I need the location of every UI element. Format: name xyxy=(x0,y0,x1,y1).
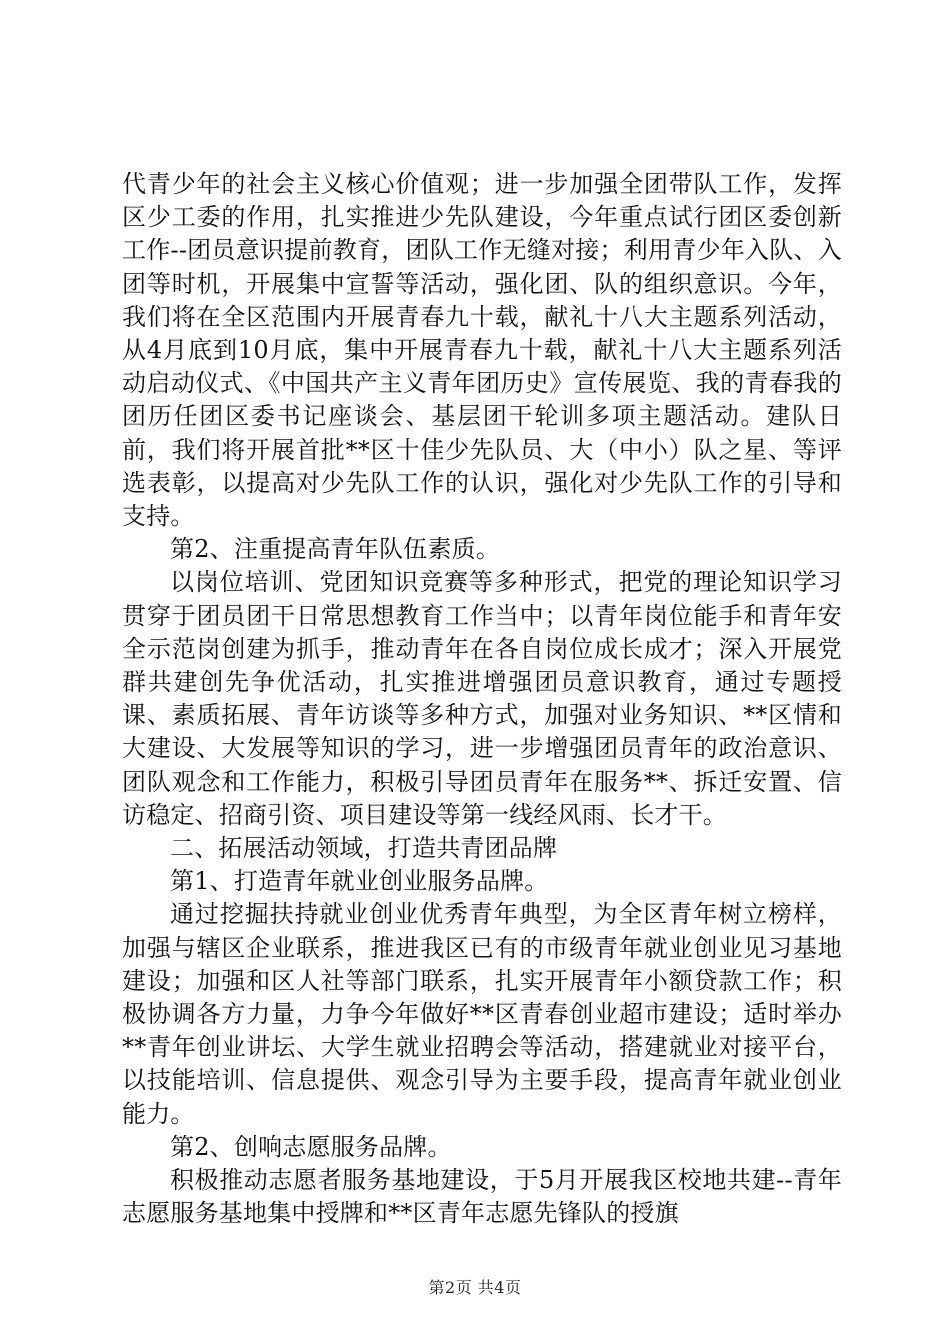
document-body xyxy=(122,168,842,1231)
continuation-paragraph: 代青少年的社会主义核心价值观；进一步加强全团带队工作，发挥区少工委的作用，扎实推进少先队建设，今年重点试行团区委创新工作--团员意识提前教育，团队工作无缝对接；利用青少年入队、入团等时机，开展集中宣誓等活动，强化团、队的组织意识。今年，我们将在全区范围内开展青春九十载，献礼十八大主题系列活动，从4月底到10月底，集中开展青春九十载，献礼十八大主题系列活动启动仪式、《中国共产主义青年团历史》宣传展览、我的青春我的团历任团区委书记座谈会、基层团干轮训多项主题活动。建队日前，我们将开展首批**区十佳少先队员、大（中小）队之星、等评选表彰，以提高对少先队工作的认识，强化对少先队工作的引导和支持。 xyxy=(122,170,842,531)
paragraph-employment: 通过挖掘扶持就业创业优秀青年典型，为全区青年树立榜样，加强与辖区企业联系，推进我区已有的市级青年就业创业见习基地建设；加强和区人社等部门联系，扎实开展青年小额贷款工作；积极协调各方力量，力争今年做好**区青春创业超市建设；适时举办**青年创业讲坛、大学生就业招聘会等活动，搭建就业对接平台，以技能培训、信息提供、观念引导为主要手段，提高青年就业创业能力。 xyxy=(122,900,842,1128)
paragraph-quality: 以岗位培训、党团知识竞赛等多种形式，把党的理论知识学习贯穿于团员团干日常思想教育工作当中；以青年岗位能手和青年安全示范岗创建为抓手，推动青年在各自岗位成长成才；深入开展党群共建创先争优活动，扎实推进增强团员意识教育，通过专题授课、素质拓展、青年访谈等多种方式，加强对业务知识、**区情和大建设、大发展等知识的学习，进一步增强团员青年的政治意识、团队观念和工作能力，积极引导团员青年在服务**、拆迁安置、信访稳定、招商引资、项目建设等第一线经风雨、长才干。 xyxy=(122,568,842,829)
page-footer: 第2页 共4页 xyxy=(428,1278,522,1297)
section-heading-employment: 第1、打造青年就业创业服务品牌。 xyxy=(170,867,549,896)
section-heading-volunteer: 第2、创响志愿服务品牌。 xyxy=(170,1132,452,1161)
paragraph-volunteer: 积极推动志愿者服务基地建设，于5月开展我区校地共建--青年志愿服务基地集中授牌和**区青年志愿先锋队的授旗 xyxy=(122,1166,842,1228)
section-heading-quality: 第2、注重提高青年队伍素质。 xyxy=(170,535,501,564)
chapter-heading-activities: 二、拓展活动领域，打造共青团品牌 xyxy=(170,834,558,863)
